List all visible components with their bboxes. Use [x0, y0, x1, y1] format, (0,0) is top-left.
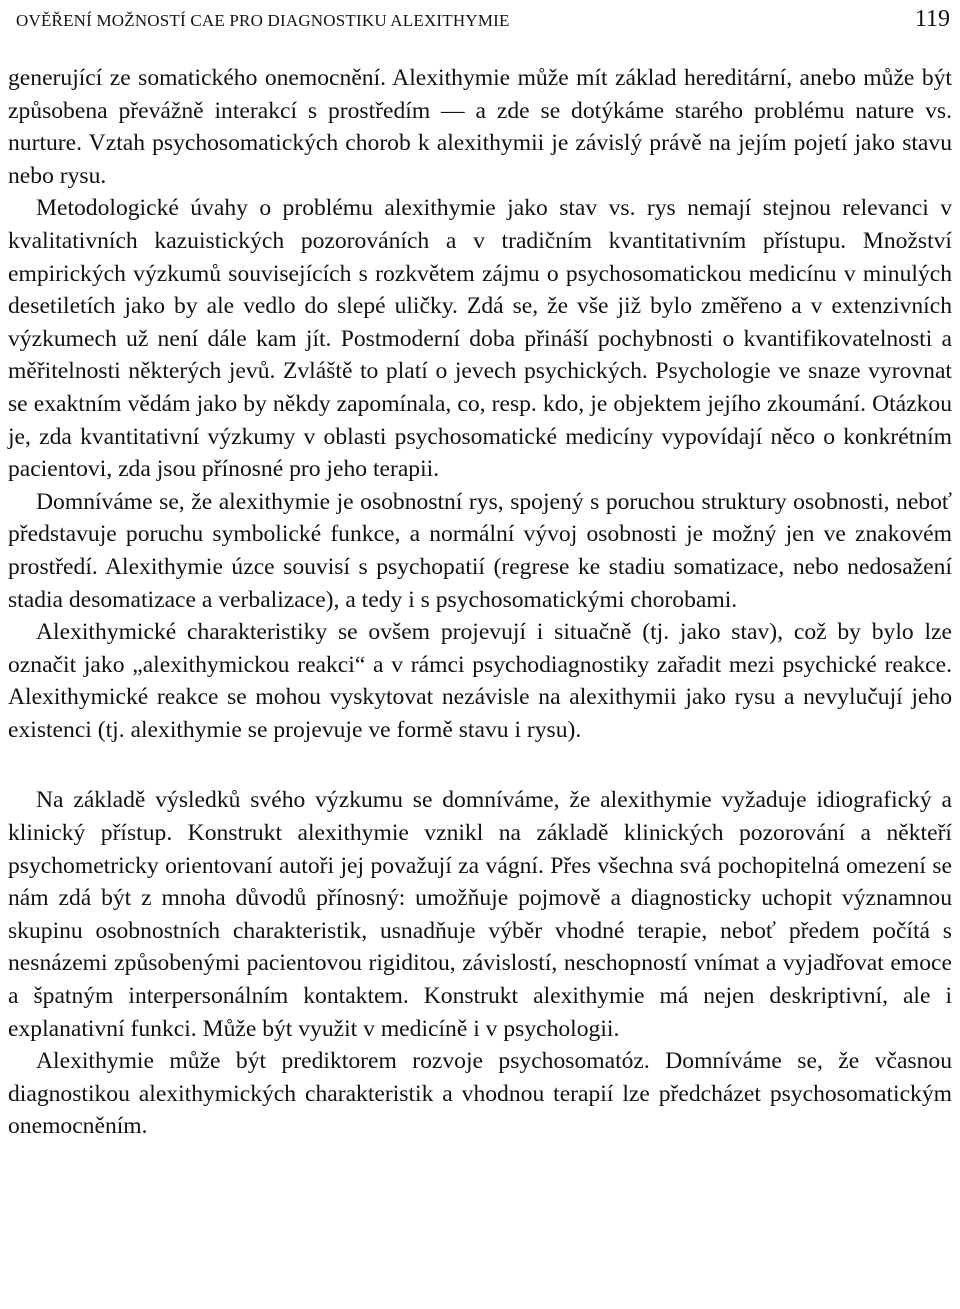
paragraph-situational-characteristics: Alexithymické charakteristiky se ovšem projevují i situačně (tj. jako stav), což by bylo lze označit jako „alexithymickou reakci“ a v rámci psychodiagnostiky zařadit mezi psychické reakce. Alexithymické reakce se mohou vyskytovat nezávisle na alexithymii jako rysu a nevylučují jeho existenci (tj. alexithymie se projevuje ve formě stavu i rysu). [8, 619, 952, 743]
paragraph-research-results: Na základě výsledků svého výzkumu se domníváme, že alexithymie vyžaduje idiografický a klinický přístup. Konstrukt alexithymie vznikl na základě klinických pozorování a někteří psychometricky orientovaní autoři jej považují za vágní. Přes všechna svá pochopitelná omezení se nám zdá být z mnoha důvodů přínosný: umožňuje pojmově a diagnosticky uchopit významnou skupinu osobnostních charakteristik, usnadňuje výběr vhodné terapie, neboť předem počítá s nesnázemi způsobenými pacientovou rigiditou, závislostí, neschopností vnímat a vyjadřovat emoce a špatným interpersonálním kontaktem. Konstrukt alexithymie má nejen deskriptivní, ale i explanativní funkci. Může být využit v medicíně i v psychologii. [8, 787, 952, 1042]
running-title: OVĚŘENÍ MOŽNOSTÍ CAE PRO DIAGNOSTIKU ALEXITHYMIE [16, 11, 510, 30]
paragraph-prediction: Alexithymie může být prediktorem rozvoje psychosomatóz. Domníváme se, že včasnou diagnostikou alexithymických charakteristik a vhodnou terapií lze předcházet psychosomatickým onemocněním. [8, 1048, 952, 1140]
page-number: 119 [914, 6, 950, 32]
paragraph-personality-trait: Domníváme se, že alexithymie je osobnostní rys, spojený s poruchou struktury osobnosti, neboť představuje poruchu symbolické funkce, a normální vývoj osobnosti je možný jen ve znakovém prostředí. Alexithymie úzce souvisí s psychopatií (regrese ke stadiu somatizace, nebo nedosažení stadia desomatizace a verbalizace), a tedy i s psychosomatickými chorobami. [8, 488, 952, 613]
paragraph-methodology: Metodologické úvahy o problému alexithymie jako stav vs. rys nemají stejnou relevanci v kvalitativních kazuistických pozorováních a v tradičním kvantitativním přístupu. Množství empirických výzkumů souvisejících s rozkvětem zájmu o psychosomatickou medicínu v minulých desetiletích jako by ale vedlo do slepé uličky. Zdá se, že vše již bylo změřeno a v extenzivních výzkumech už není dále kam jít. Postmoderní doba přináší pochybnosti o kvantifikovatelnosti a měřitelnosti některých jevů. Zvláště to platí o jevech psychických. Psychologie ve snaze vyrovnat se exaktním vědám jako by někdy zapomínala, co, resp. kdo, je objektem jejího zkoumání. Otázkou je, zda kvantitativní výzkumy v oblasti psychosomatické medicíny vypovídají něco o konkrétním pacientovi, zda jsou přínosné pro jeho terapii. [8, 195, 952, 483]
running-header [16, 6, 952, 40]
body-text [8, 62, 952, 1143]
paragraph-continuation: generující ze somatického onemocnění. Alexithymie může mít základ hereditární, anebo může být způsobena převážně interakcí s prostředím — a zde se dotýkáme starého problému nature vs. nurture. Vztah psychosomatických chorob k alexithymii je závislý právě na jejím pojetí jako stavu nebo rysu. [8, 65, 952, 189]
